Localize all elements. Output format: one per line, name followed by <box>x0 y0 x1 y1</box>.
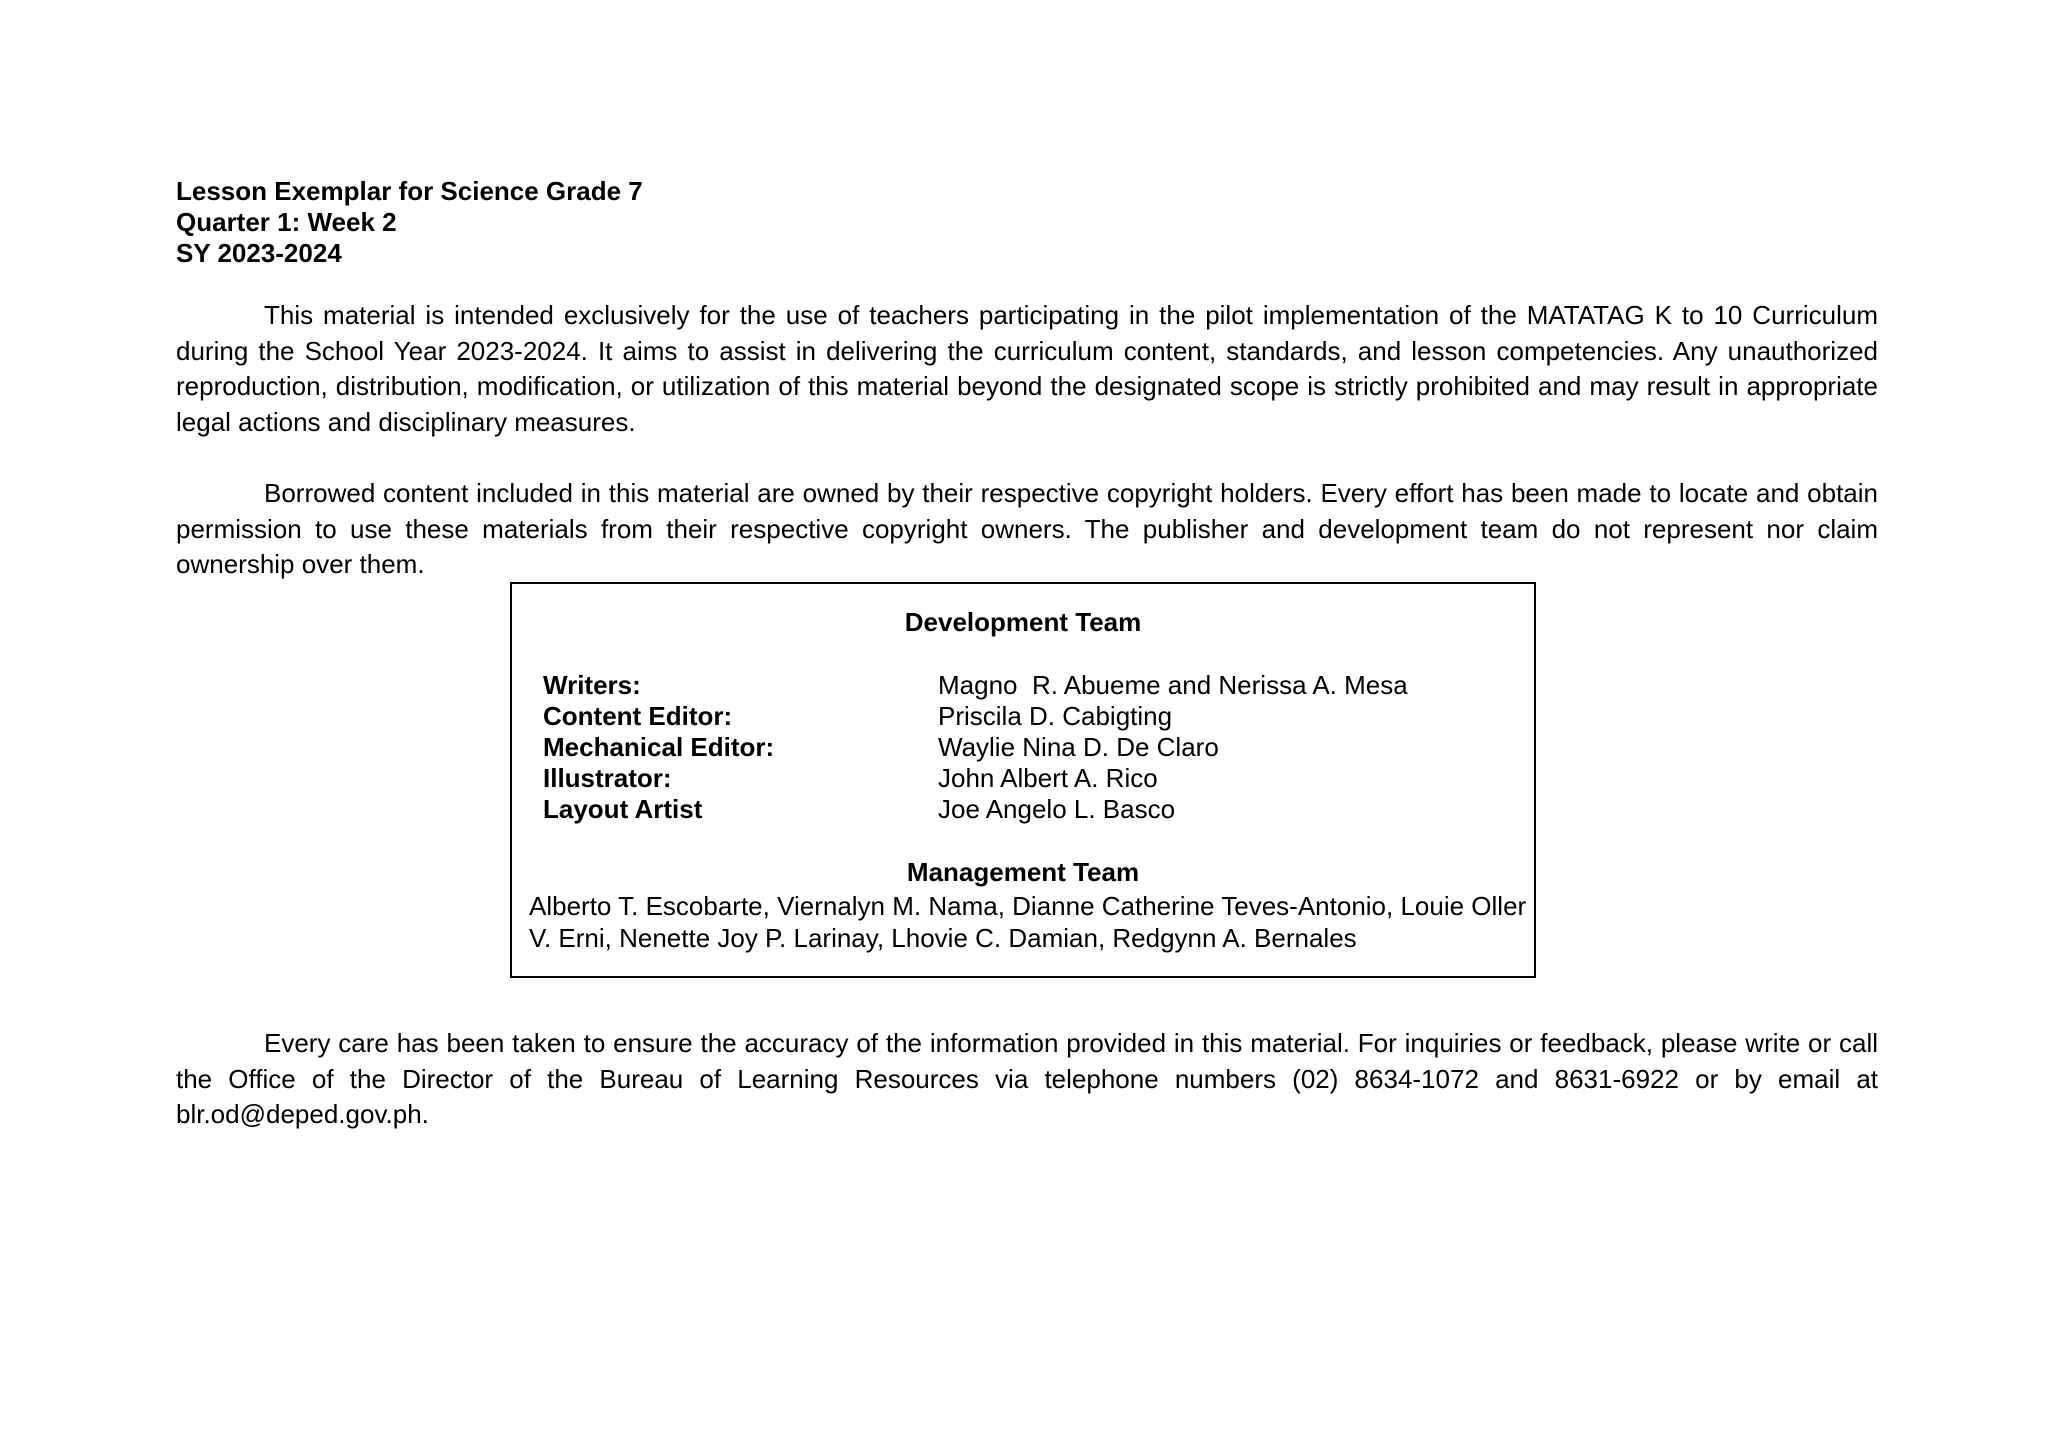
contact-paragraph: Every care has been taken to ensure the accuracy of the information provided in this material. For inquiries or feedback, please write or call the Office of the Director of the Bureau of Learning Resources via telephone numbers (02) 8634-1072 and 8631-6922 or by email at blr.od@deped.gov.ph. <box>176 1028 1878 1129</box>
role-row-layout-artist <box>543 794 1523 825</box>
role-row-mechanical-editor <box>543 732 1523 763</box>
team-credits-box <box>510 582 1536 978</box>
role-value: Waylie Nina D. De Claro <box>938 732 1219 762</box>
intended-use-paragraph: This material is intended exclusively for the use of teachers participating in the pilot implementation of the MATATAG K to 10 Curriculum during the School Year 2023-2024. It aims to assist in delivering the curriculum content, standards, and lesson competencies. Any unauthorized reproduction, distribution, modification, or utilization of this material beyond the designated scope is strictly prohibited and may result in appropriate legal actions and disciplinary measures. <box>176 300 1878 437</box>
role-label: Layout Artist <box>543 794 703 824</box>
quarter-week: Quarter 1: Week 2 <box>176 207 397 237</box>
role-label: Mechanical Editor: <box>543 732 775 762</box>
role-label: Content Editor: <box>543 701 733 731</box>
role-value: John Albert A. Rico <box>938 763 1158 793</box>
role-label: Illustrator: <box>543 763 672 793</box>
role-value: Magno R. Abueme and Nerissa A. Mesa <box>938 670 1408 700</box>
lesson-title: Lesson Exemplar for Science Grade 7 <box>176 176 643 206</box>
role-value: Joe Angelo L. Basco <box>938 794 1176 824</box>
role-row-writers <box>543 670 1523 701</box>
document-header <box>176 176 643 269</box>
role-row-content-editor <box>543 701 1523 732</box>
school-year: SY 2023-2024 <box>176 238 342 268</box>
role-row-illustrator <box>543 763 1523 794</box>
development-team-heading: Development Team <box>904 607 1142 637</box>
role-label: Writers: <box>543 670 641 700</box>
development-team-roles <box>543 670 1523 825</box>
role-value: Priscila D. Cabigting <box>938 701 1173 731</box>
management-team-heading: Management Team <box>906 857 1140 887</box>
management-team-names: Alberto T. Escobarte, Viernalyn M. Nama, Dianne Catherine Teves-Antonio, Louie Oller V. Erni, Nenette Joy P. Larinay, Lhovie C. Damian, Redgynn A. Bernales <box>529 891 1527 953</box>
borrowed-content-paragraph: Borrowed content included in this material are owned by their respective copyright holders. Every effort has been made to locate and obtain permission to use these materials from their respective copyright owners. The publisher and development team do not represent nor claim ownership over them. <box>176 478 1878 579</box>
